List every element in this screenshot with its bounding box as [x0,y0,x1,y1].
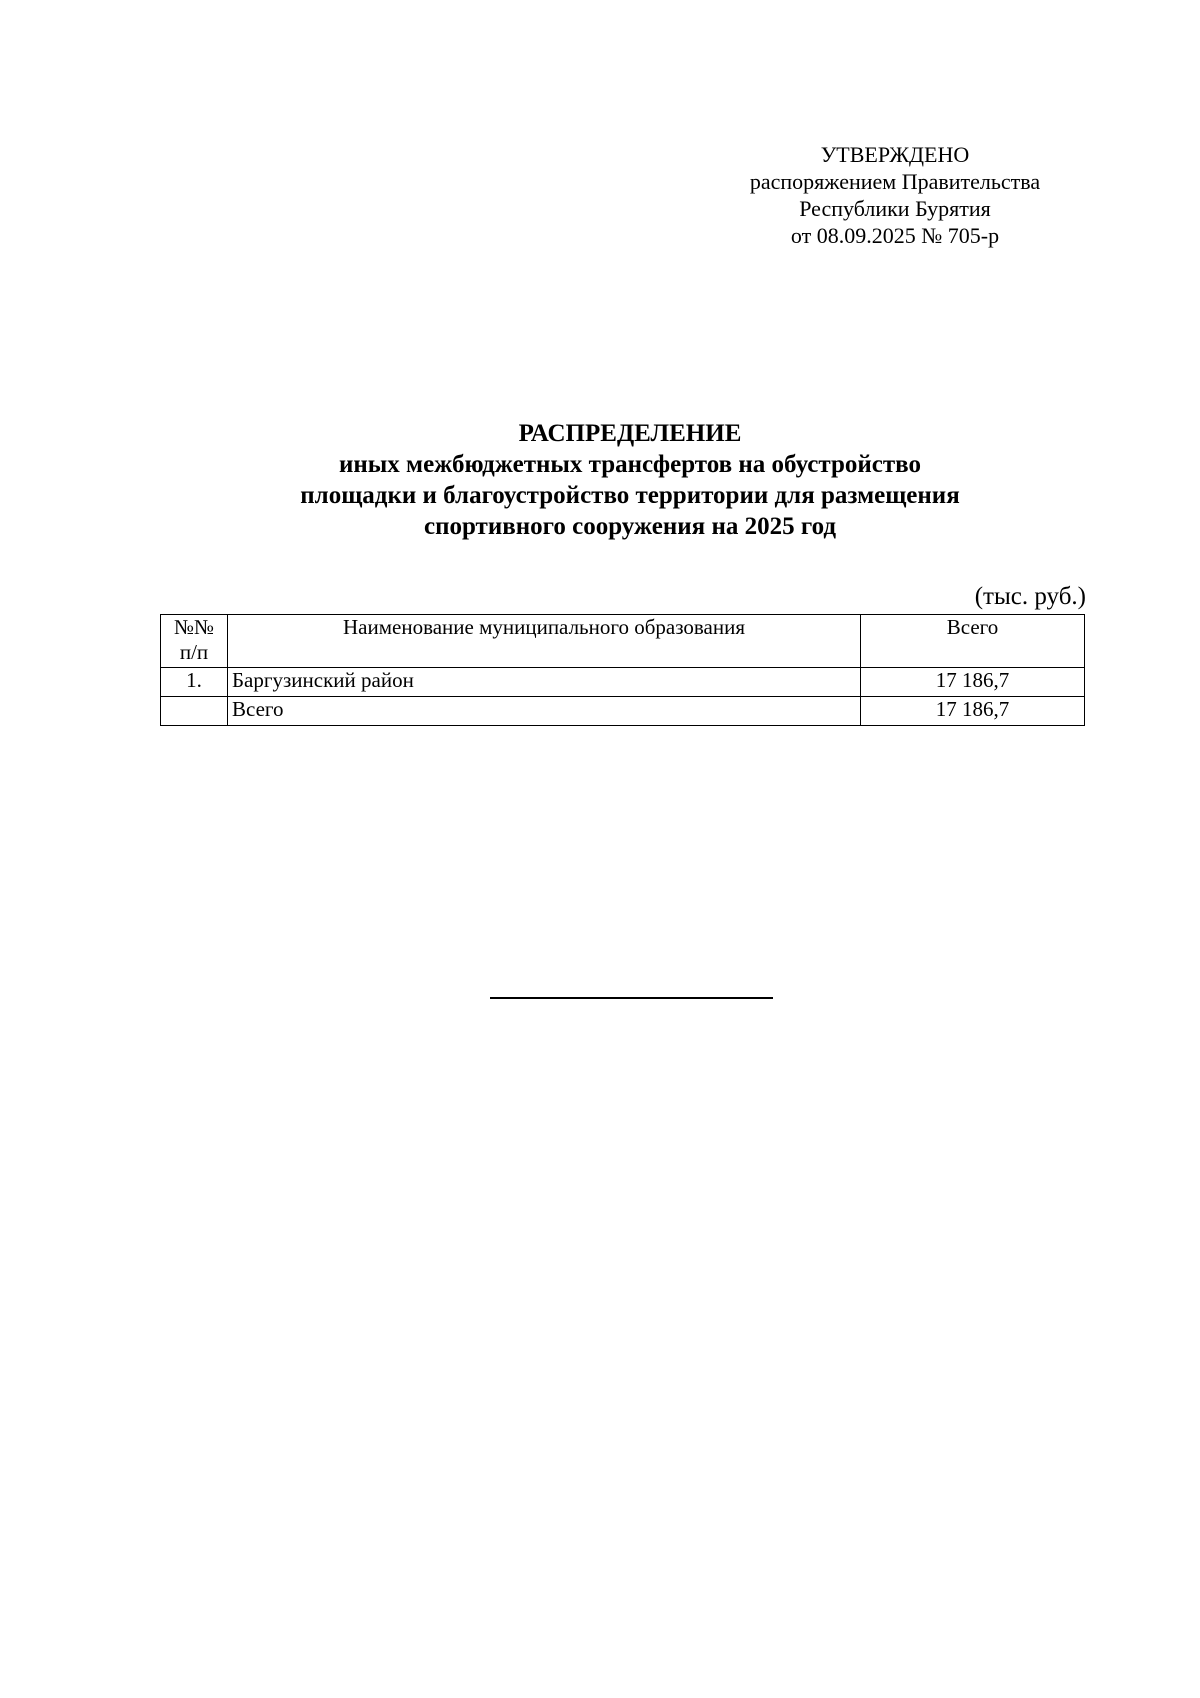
closing-rule [490,997,773,999]
table-summary-row [161,697,1085,726]
summary-total: 17 186,7 [861,697,1085,726]
header-number [161,615,228,668]
row-municipality-name: Баргузинский район [228,668,861,697]
table-row [161,668,1085,697]
summary-label: Всего [228,697,861,726]
document-title [150,418,1110,542]
title-line-2: площадки и благоустройство территории для размещения [300,482,960,509]
approval-title: УТВЕРЖДЕНО [820,142,970,167]
header-number-line-1: №№ [173,615,215,639]
row-total: 17 186,7 [861,668,1085,697]
units-label: (тыс. руб.) [974,583,1086,610]
title-heading: РАСПРЕДЕЛЕНИЕ [518,420,742,447]
header-municipality-name: Наименование муниципального образования [228,615,861,668]
header-number-line-2: п/п [179,640,209,664]
table-header-row [161,615,1085,668]
approval-government: Республики Бурятия [799,196,991,221]
row-number: 1. [161,668,228,697]
approval-date-number: от 08.09.2025 № 705-р [790,223,1000,248]
title-line-1: иных межбюджетных трансфертов на обустройство [338,451,921,478]
approval-stamp [700,141,1090,249]
distribution-table [160,614,1085,726]
approval-issuer: распоряжением Правительства [749,169,1041,194]
title-line-3: спортивного сооружения на 2025 год [423,513,837,540]
header-total: Всего [861,615,1085,668]
summary-number [161,697,228,726]
